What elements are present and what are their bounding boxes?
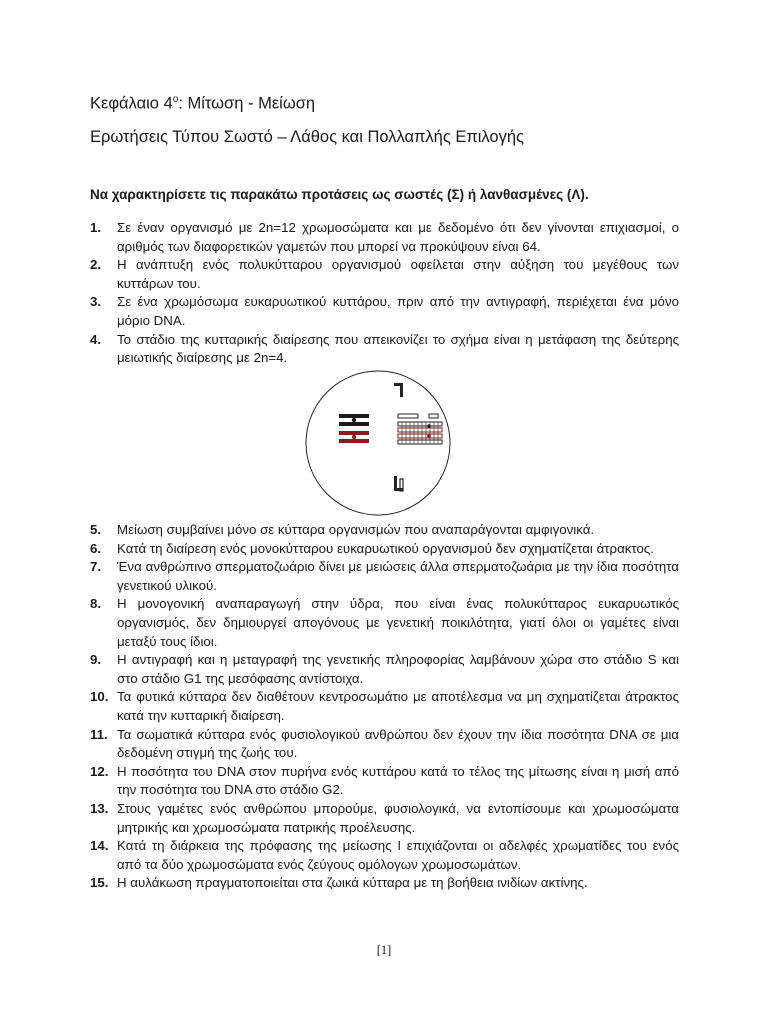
question-item: 15. Η αυλάκωση πραγματοποιείται στα ζωικά κύτταρα με τη βοήθεια ινιδίων ακτίνης.: [90, 875, 588, 891]
question-item: 7. Ένα ανθρώπινο σπερματοζωάριο δίνει με μειώσεις άλλα σπερματοζωάρια με την ίδια ποσότητα γενετικού υλικού.: [90, 559, 679, 593]
right-chromosome-group: [398, 414, 442, 444]
question-item: 11. Τα σωματικά κύτταρα ενός φυσιολογικού ανθρώπου δεν έχουν την ίδια ποσότητα DNA σε μια δεδομένη στιγμή της ζωής του.: [90, 726, 679, 761]
question-list-second: [90, 521, 679, 893]
cell-membrane: [306, 371, 450, 515]
question-item: 3. Σε ένα χρωμόσωμα ευκαρυωτικού κυττάρου, πριν από την αντιγραφή, περιέχεται ένα μόνο μόριο DNA.: [90, 294, 679, 328]
question-item: 8. Η μονογονική αναπαραγωγή στην ύδρα, που είναι ένας πολυκύτταρος ευκαρυωτικός οργανισμός, δεν δημιουργεί απογόνους με γενετική ποικιλότητα, γιατί όλοι οι γαμέτες είναι μεταξύ τους ίδιοι.: [90, 596, 679, 649]
instruction-text: Να χαρακτηρίσετε τις παρακάτω προτάσεις ως σωστές (Σ) ή λανθασμένες (Λ).: [90, 187, 589, 202]
question-list-first: [90, 219, 679, 368]
chapter-title: Κεφάλαιο $4^o$: Μίτωση - Μείωση: [90, 94, 316, 113]
question-item: 4. Το στάδιο της κυτταρικής διαίρεσης που απεικονίζει το σχήμα είναι η μετάφαση της δεύτερης μειωτικής διαίρεσης με 2n=4.: [90, 331, 679, 366]
question-item: 5. Μείωση συμβαίνει μόνο σε κύτταρα οργανισμών που αναπαράγονται αμφιγονικά.: [90, 522, 595, 537]
question-item: 6. Κατά τη διαίρεση ενός μονοκύτταρου ευκαρυωτικού οργανισμού δεν σχηματίζεται άτρακτος.: [90, 540, 654, 556]
section-subtitle: Ερωτήσεις Τύπου Σωστό – Λάθος και Πολλαπλής Επιλογής: [90, 128, 524, 146]
cell-division-figure: [303, 368, 453, 518]
question-item: 1. Σε έναν οργανισμό με 2n=12 χρωμοσώματα και με δεδομένο ότι δεν γίνονται επιχιασμοί, ο αριθμός των διαφορετικών γαμετών που μπορεί να προκύψουν είναι 64.: [90, 220, 679, 254]
page-number: [1]: [376, 943, 392, 957]
question-item: 2. Η ανάπτυξη ενός πολυκύτταρου οργανισμού οφείλεται στην αύξηση του μεγέθους των κυττάρων του.: [90, 257, 679, 291]
question-item: 12. Η ποσότητα του DNA στον πυρήνα ενός κυττάρου κατά το τέλος της μίτωσης είναι η μισή από την ποσότητα του DNA στο στάδιο G2.: [90, 763, 679, 798]
question-item: 9. Η αντιγραφή και η μεταγραφή της γενετικής πληροφορίας λαμβάνουν χώρα στο στάδιο S και στο στάδιο G1 της μεσόφασης αντίστοιχα.: [90, 652, 679, 686]
question-item: 13. Στους γαμέτες ενός ανθρώπου μπορούμε, φυσιολογικά, να εντοπίσουμε και χρωμοσώματα μητρικής και χρωμοσώματα πατρικής προέλευσης.: [90, 800, 679, 835]
question-item: 14. Κατά τη διάρκεια της πρόφασης της μείωσης Ι επιχιάζονται οι αδελφές χρωματίδες του ενός από τα δύο χρωμοσώματα ενός ζεύγους ομόλογων χρωμοσωμάτων.: [90, 838, 679, 872]
question-item: 10. Τα φυτικά κύτταρα δεν διαθέτουν κεντροσωμάτιο με αποτέλεσμα να μη σχηματίζεται άτρακτος κατά την κυτταρική διαίρεση.: [90, 689, 679, 723]
left-chromosome-group: [339, 414, 369, 443]
top-centriole: [394, 383, 403, 397]
bottom-centriole: [394, 476, 403, 491]
